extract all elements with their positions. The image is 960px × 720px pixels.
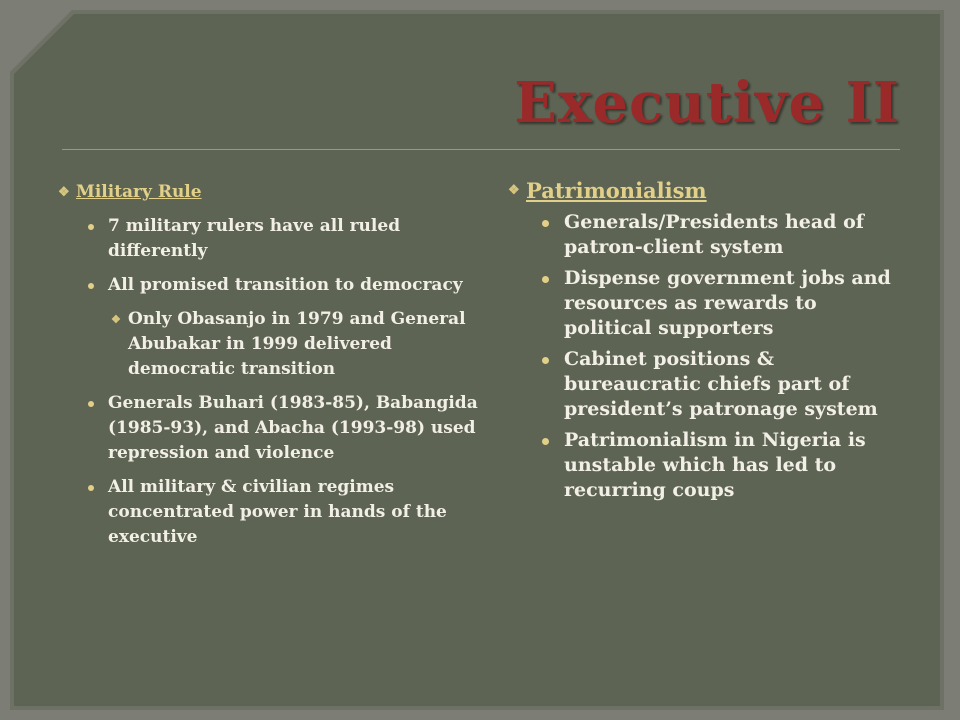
list-item-text: Cabinet positions & bureaucratic chiefs part of president’s patronage system [564, 348, 878, 420]
round-bullet-icon [542, 276, 549, 283]
sub-list-item [58, 307, 483, 382]
flower-bullet-icon: ❖ [58, 185, 70, 200]
list-item [508, 266, 908, 341]
list-item-text: Patrimonialism in Nigeria is unstable which has led to recurring coups [564, 429, 866, 501]
title-divider [62, 149, 900, 150]
round-bullet-icon [88, 283, 94, 289]
list-item [508, 428, 908, 503]
list-item [58, 475, 483, 550]
list-item-text: 7 military rulers have all ruled differently [108, 216, 401, 261]
list-item [508, 347, 908, 422]
list-item-text: All military & civilian regimes concentrated power in hands of the executive [108, 477, 447, 547]
left-heading [58, 180, 483, 205]
list-item-text: Generals/Presidents head of patron-client system [564, 211, 864, 258]
round-bullet-icon [542, 438, 549, 445]
round-bullet-icon [542, 220, 549, 227]
sub-list-item-text: Only Obasanjo in 1979 and General Abubakar in 1999 delivered democratic transition [128, 309, 466, 379]
list-item-text: Dispense government jobs and resources as rewards to political supporters [564, 267, 891, 339]
round-bullet-icon [88, 224, 94, 230]
round-bullet-icon [88, 485, 94, 491]
round-bullet-icon [542, 357, 549, 364]
right-heading [508, 178, 908, 203]
list-item-text: All promised transition to democracy [108, 275, 463, 295]
slide-title: Executive II [514, 70, 900, 136]
left-column [58, 180, 483, 559]
list-item [508, 210, 908, 260]
list-item [58, 214, 483, 264]
right-column [508, 178, 908, 509]
right-heading-text: Patrimonialism [526, 178, 707, 203]
list-item [58, 391, 483, 466]
list-item [58, 273, 483, 298]
round-bullet-icon [88, 401, 94, 407]
left-heading-text: Military Rule [76, 182, 202, 202]
flower-bullet-icon: ❖ [508, 183, 520, 198]
list-item-text: Generals Buhari (1983-85), Babangida (1985-93), and Abacha (1993-98) used repression and violence [108, 393, 478, 463]
flower-bullet-icon: ❖ [111, 313, 121, 326]
